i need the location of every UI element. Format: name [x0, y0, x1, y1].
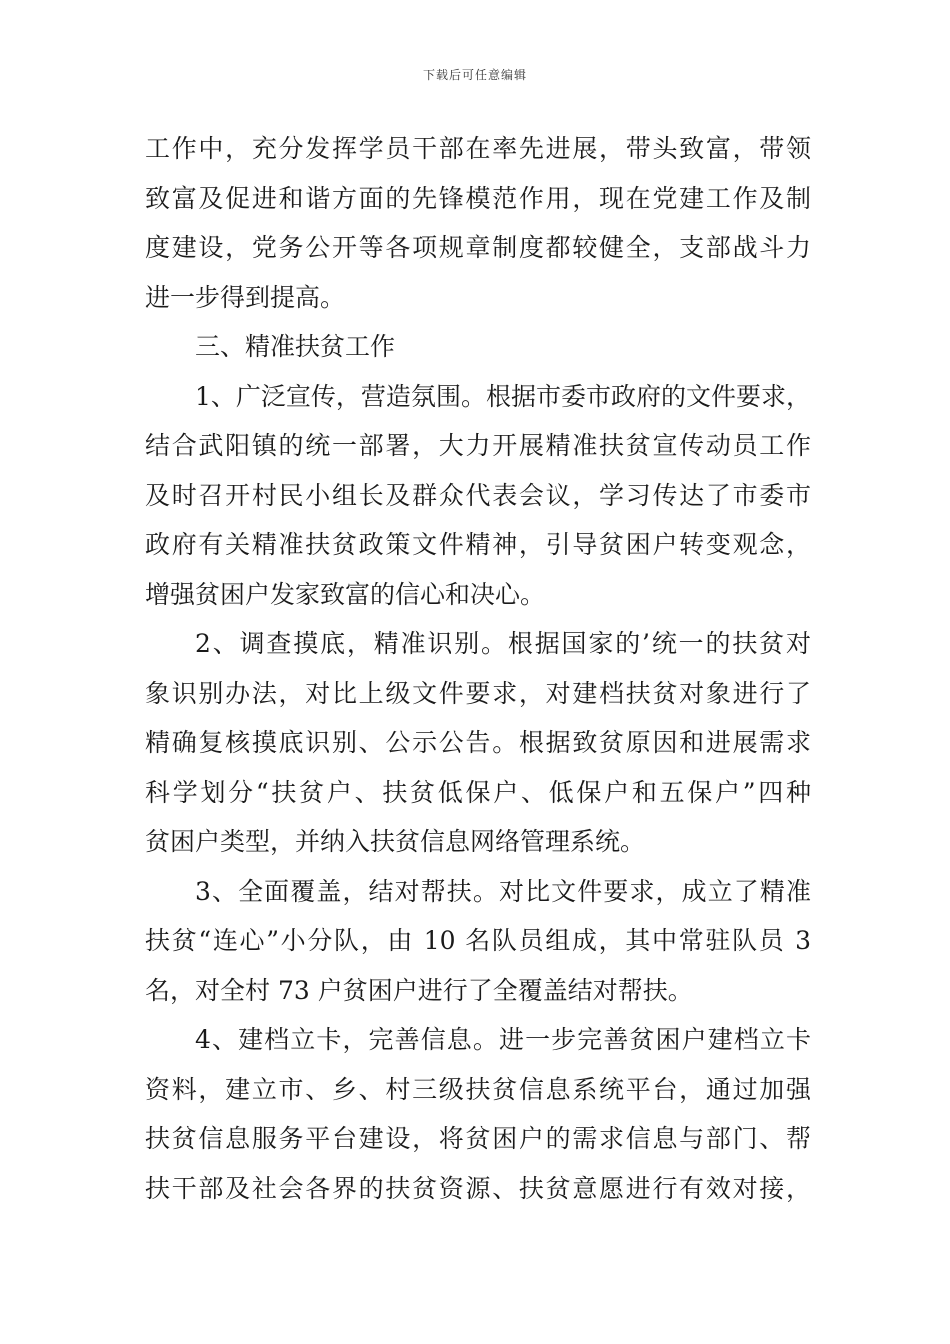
text-line: 4、建档立卡，完善信息。进一步完善贫困户建档立卡 — [195, 1025, 811, 1054]
text-line: 政府有关精准扶贫政策文件精神，引导贫困户转变观念， — [145, 530, 811, 559]
text-line: 象识别办法，对比上级文件要求，对建档扶贫对象进行了 — [145, 678, 811, 708]
text-line: 扶贫信息服务平台建设，将贫困户的需求信息与部门、帮 — [145, 1124, 811, 1153]
text-line: 度建设，党务公开等各项规章制度都较健全，支部战斗力 — [145, 233, 811, 262]
text-line: 增强贫困户发家致富的信心和决心。 — [145, 579, 546, 609]
text-line: 2、调查摸底，精准识别。根据国家的’统一的扶贫对 — [195, 629, 811, 658]
document-body — [145, 124, 811, 1213]
text-line: 精确复核摸底识别、公示公告。根据致贫原因和进展需求 — [145, 728, 811, 757]
text-line: 扶贫“连心”小分队，由 10 名队员组成，其中常驻队员 3 — [145, 926, 811, 955]
text-line: 科学划分“扶贫户、扶贫低保户、低保户和五保户”四种 — [145, 777, 811, 807]
text-line: 资料，建立市、乡、村三级扶贫信息系统平台，通过加强 — [145, 1074, 811, 1104]
text-line: 三、精准扶贫工作 — [195, 332, 396, 361]
text-line: 1、广泛宣传，营造氛围。根据市委市政府的文件要求， — [195, 381, 811, 411]
text-line: 致富及促进和谐方面的先锋模范作用，现在党建工作及制 — [145, 183, 811, 213]
page-header: 下载后可任意编辑 — [422, 68, 527, 82]
text-line: 扶干部及社会各界的扶贫资源、扶贫意愿进行有效对接， — [145, 1173, 811, 1203]
text-line: 进一步得到提高。 — [145, 282, 346, 312]
text-line: 3、全面覆盖，结对帮扶。对比文件要求，成立了精准 — [195, 876, 811, 906]
text-line: 名，对全村 73 户贫困户进行了全覆盖结对帮扶。 — [145, 975, 693, 1005]
text-line: 及时召开村民小组长及群众代表会议，学习传达了市委市 — [145, 480, 811, 510]
text-line: 工作中，充分发挥学员干部在率先进展，带头致富，带领 — [145, 134, 811, 163]
text-line: 贫困户类型，并纳入扶贫信息网络管理系统。 — [145, 827, 646, 856]
text-line: 结合武阳镇的统一部署，大力开展精准扶贫宣传动员工作 — [145, 431, 811, 460]
